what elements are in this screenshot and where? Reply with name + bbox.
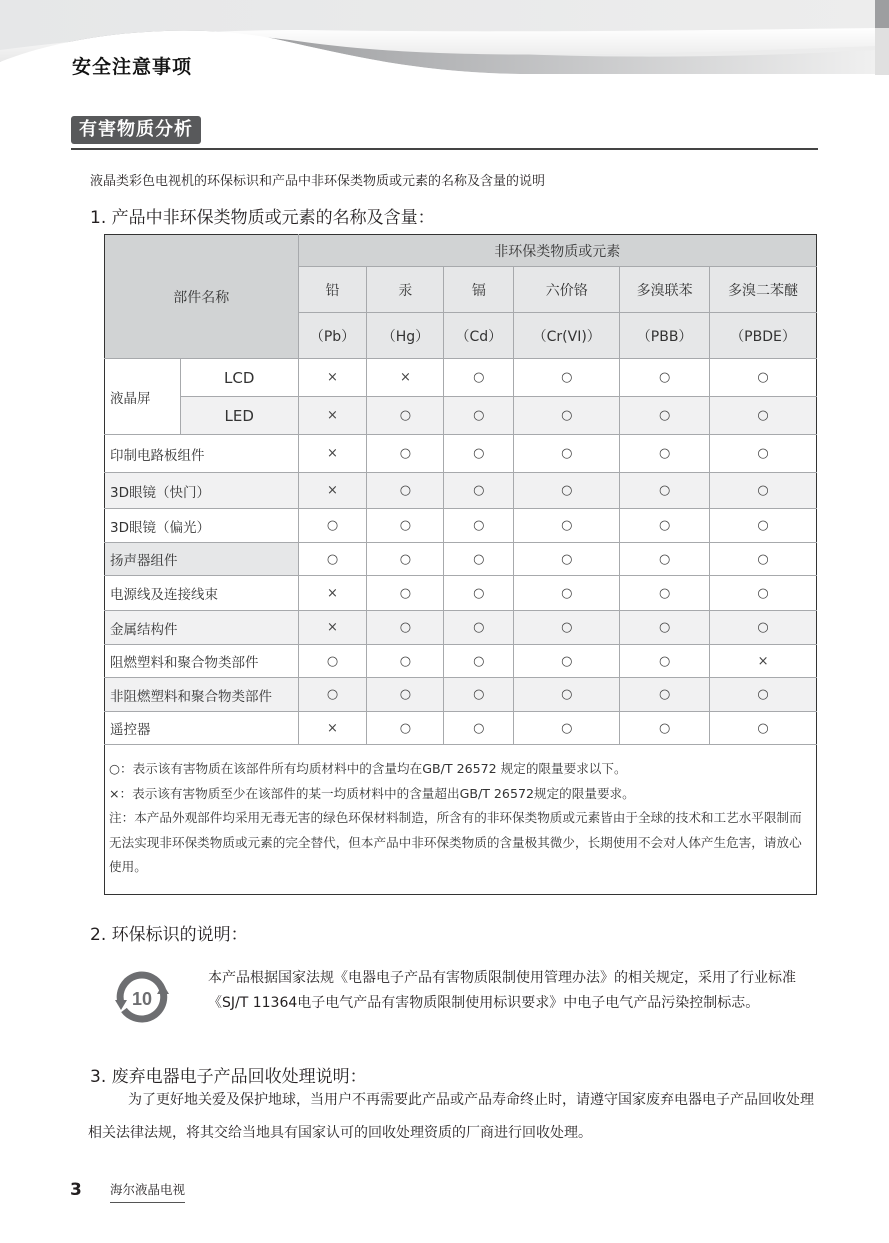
table-row: [105, 359, 817, 397]
table-row: [105, 611, 817, 645]
circle-mark: ○: [367, 678, 444, 712]
table-row: [105, 397, 817, 435]
note-circle-legend: ○：表示该有害物质在该部件所有均质材料中的含量均在GB/T 26572 规定的限量要求以下。: [109, 761, 627, 776]
part-name: 阻燃塑料和聚合物类部件: [105, 645, 299, 678]
substance-symbol: （Cd）: [444, 313, 514, 359]
circle-mark: ○: [514, 397, 620, 435]
circle-mark: ○: [514, 576, 620, 611]
circle-mark: ○: [367, 473, 444, 509]
circle-mark: ○: [620, 473, 710, 509]
circle-mark: ○: [444, 359, 514, 397]
circle-mark: ○: [710, 576, 817, 611]
circle-mark: ○: [620, 397, 710, 435]
note-remark: 注：本产品外观部件均采用无毒无害的绿色环保材料制造，所含有的非环保类物质或元素皆由于全球的技术和工艺水平限制而无法实现非环保类物质或元素的完全替代，但本产品中非环保类物质的含量极其微少，长期使用不会对人体产生危害，请放心使用。: [109, 810, 802, 874]
part-name: 扬声器组件: [105, 543, 299, 576]
circle-mark: ○: [514, 611, 620, 645]
substance-name: 多溴二苯醚: [710, 267, 817, 313]
cross-mark: ×: [298, 712, 367, 745]
circle-mark: ○: [298, 509, 367, 543]
circle-mark: ○: [514, 678, 620, 712]
cross-mark: ×: [298, 611, 367, 645]
substance-name: 汞: [367, 267, 444, 313]
circle-mark: ○: [514, 712, 620, 745]
note-cross-legend: ×：表示该有害物质至少在该部件的某一均质材料中的含量超出GB/T 26572规定的限量要求。: [109, 785, 635, 801]
part-name: 3D眼镜（快门）: [105, 473, 299, 509]
cross-mark: ×: [298, 576, 367, 611]
circle-mark: ○: [367, 611, 444, 645]
recycling-text: 为了更好地关爱及保护地球，当用户不再需要此产品或产品寿命终止时，请遵守国家废弃电器电子产品回收处理相关法律法规，将其交给当地具有国家认可的回收处理资质的厂商进行回收处理。: [88, 1092, 814, 1141]
circle-mark: ○: [444, 678, 514, 712]
circle-mark: ○: [710, 473, 817, 509]
cross-mark: ×: [710, 645, 817, 678]
circle-mark: ○: [514, 359, 620, 397]
substance-symbol: （Pb）: [298, 313, 367, 359]
section-1-heading: 1. 产品中非环保类物质或元素的名称及含量：: [90, 208, 435, 228]
substance-symbol: （PBDE）: [710, 313, 817, 359]
circle-mark: ○: [710, 397, 817, 435]
hazardous-substances-table: [104, 234, 817, 895]
table-row: [105, 543, 817, 576]
table-row: [105, 576, 817, 611]
circle-mark: ○: [710, 359, 817, 397]
circle-mark: ○: [514, 645, 620, 678]
circle-mark: ○: [444, 576, 514, 611]
circle-mark: ○: [514, 543, 620, 576]
table-row: [105, 678, 817, 712]
part-name: 遥控器: [105, 712, 299, 745]
cross-mark: ×: [298, 359, 367, 397]
substances-header: 非环保类物质或元素: [298, 235, 816, 267]
table-row: [105, 645, 817, 678]
intro-text: 液晶类彩色电视机的环保标识和产品中非环保类物质或元素的名称及含量的说明: [90, 174, 546, 189]
recycling-instructions: [88, 1084, 823, 1150]
part-name: 3D眼镜（偏光）: [105, 509, 299, 543]
circle-mark: ○: [444, 645, 514, 678]
circle-mark: ○: [620, 543, 710, 576]
circle-mark: ○: [444, 712, 514, 745]
part-name: LCD: [180, 359, 298, 397]
table-row: [105, 473, 817, 509]
circle-mark: ○: [444, 473, 514, 509]
circle-mark: ○: [620, 435, 710, 473]
circle-mark: ○: [710, 435, 817, 473]
circle-mark: ○: [710, 712, 817, 745]
circle-mark: ○: [514, 435, 620, 473]
circle-mark: ○: [620, 712, 710, 745]
circle-mark: ○: [298, 645, 367, 678]
substance-symbol: （Hg）: [367, 313, 444, 359]
footer-brand: 海尔液晶电视: [110, 1180, 185, 1203]
circle-mark: ○: [367, 576, 444, 611]
circle-mark: ○: [444, 509, 514, 543]
circle-mark: ○: [444, 611, 514, 645]
circle-mark: ○: [620, 645, 710, 678]
substance-name: 铅: [298, 267, 367, 313]
section-divider: [71, 148, 818, 150]
group-label: 液晶屏: [105, 359, 181, 435]
page-number: 3: [70, 1180, 82, 1200]
circle-mark: ○: [367, 397, 444, 435]
circle-mark: ○: [444, 435, 514, 473]
substance-symbol: （Cr(VI)）: [514, 313, 620, 359]
section-3-heading: 3. 废弃电器电子产品回收处理说明：: [90, 1067, 367, 1087]
circle-mark: ○: [620, 678, 710, 712]
part-name: 金属结构件: [105, 611, 299, 645]
substance-name: 镉: [444, 267, 514, 313]
efup-recycle-icon: [115, 970, 169, 1024]
circle-mark: ○: [298, 678, 367, 712]
circle-mark: ○: [367, 509, 444, 543]
circle-mark: ○: [298, 543, 367, 576]
part-name: LED: [180, 397, 298, 435]
table-row: [105, 712, 817, 745]
circle-mark: ○: [620, 576, 710, 611]
label-description: 本产品根据国家法规《电器电子产品有害物质限制使用管理办法》的相关规定，采用了行业标准《SJ/T 11364电子电气产品有害物质限制使用标识要求》中电子电气产品污染控制标志。: [208, 970, 796, 1011]
circle-mark: ○: [620, 611, 710, 645]
circle-mark: ○: [367, 712, 444, 745]
circle-mark: ○: [710, 678, 817, 712]
circle-mark: ○: [367, 543, 444, 576]
substance-symbol: （PBB）: [620, 313, 710, 359]
circle-mark: ○: [710, 611, 817, 645]
part-name: 电源线及连接线束: [105, 576, 299, 611]
part-name: 印制电路板组件: [105, 435, 299, 473]
circle-mark: ○: [620, 359, 710, 397]
logo-number: 10: [131, 989, 153, 1009]
circle-mark: ○: [367, 435, 444, 473]
cross-mark: ×: [367, 359, 444, 397]
circle-mark: ○: [367, 645, 444, 678]
page-title: 安全注意事项: [72, 56, 193, 78]
section-2-heading: 2. 环保标识的说明：: [90, 925, 248, 945]
cross-mark: ×: [298, 435, 367, 473]
table-row: [105, 509, 817, 543]
part-name: 非阻燃塑料和聚合物类部件: [105, 678, 299, 712]
circle-mark: ○: [444, 543, 514, 576]
circle-mark: ○: [514, 473, 620, 509]
table-notes: [105, 745, 817, 895]
circle-mark: ○: [620, 509, 710, 543]
section-badge: 有害物质分析: [71, 116, 201, 144]
substance-name: 六价铬: [514, 267, 620, 313]
circle-mark: ○: [710, 543, 817, 576]
circle-mark: ○: [444, 397, 514, 435]
cross-mark: ×: [298, 397, 367, 435]
circle-mark: ○: [710, 509, 817, 543]
table-row: [105, 435, 817, 473]
part-name-header: 部件名称: [105, 235, 299, 359]
circle-mark: ○: [514, 509, 620, 543]
cross-mark: ×: [298, 473, 367, 509]
substance-name: 多溴联苯: [620, 267, 710, 313]
